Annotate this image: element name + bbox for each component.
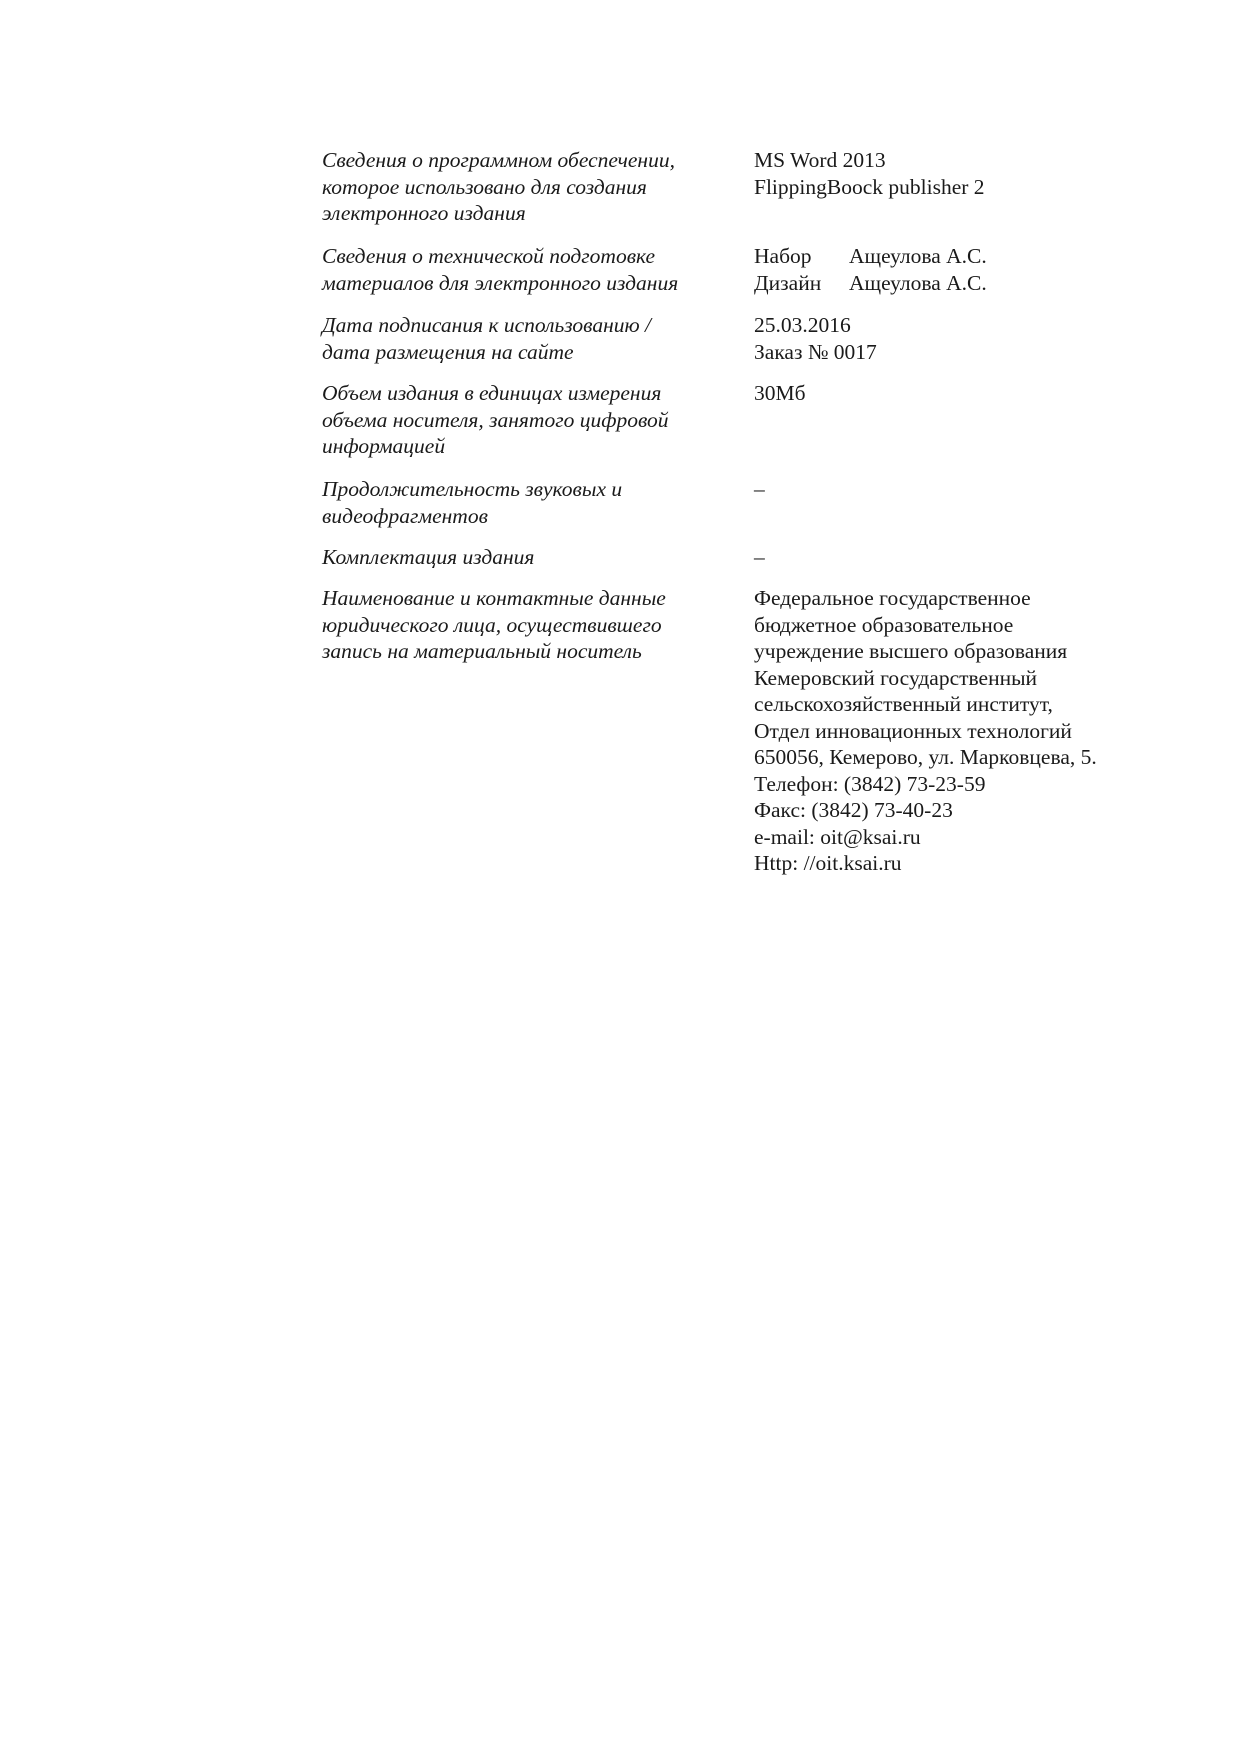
- label-line: Дата подписания к использованию /: [322, 313, 652, 337]
- credit-role: Набор: [754, 244, 812, 268]
- email-link[interactable]: e-mail: oit@ksai.ru: [754, 824, 921, 849]
- label-line: юридического лица, осуществившего: [322, 612, 662, 637]
- credit-person: Ащеулова А.С.: [849, 244, 987, 268]
- imprint-row-completeness: [322, 544, 1142, 585]
- value-line: 30Мб: [754, 381, 806, 405]
- label-line: Объем издания в единицах измерения: [322, 381, 662, 405]
- website-link[interactable]: Http: //oit.ksai.ru: [754, 851, 902, 875]
- row-value: [754, 243, 1142, 296]
- label-line: Сведения о технической подготовке: [322, 244, 656, 268]
- phone-line: Телефон: (3842) 73-23-59: [754, 771, 986, 796]
- row-label: [322, 380, 754, 460]
- label-line: электронного издания: [322, 201, 526, 225]
- value-line: бюджетное образовательное: [754, 612, 1014, 637]
- label-line: Продолжительность звуковых и: [322, 477, 623, 501]
- label-line: которое использовано для создания: [322, 174, 647, 199]
- row-value: [754, 312, 1142, 365]
- credit-pair: [754, 270, 1142, 297]
- label-line: Сведения о программном обеспечении,: [322, 148, 675, 172]
- row-label: [322, 243, 754, 296]
- label-line: Комплектация издания: [322, 545, 535, 569]
- imprint-row-volume: [322, 380, 1142, 476]
- row-label: [322, 147, 754, 227]
- row-value: [754, 380, 1142, 407]
- credit-pair: [754, 243, 1142, 270]
- value-line: Федеральное государственное: [754, 586, 1031, 610]
- value-line: –: [754, 545, 765, 569]
- row-label: [322, 585, 754, 665]
- value-line: Заказ № 0017: [754, 339, 877, 364]
- value-line: Кемеровский государственный: [754, 665, 1038, 690]
- value-line: 25.03.2016: [754, 313, 851, 337]
- value-line: FlippingBoock publisher 2: [754, 174, 985, 199]
- imprint-row-software: [322, 147, 1142, 243]
- value-line: учреждение высшего образования: [754, 639, 1068, 663]
- imprint-table: [322, 147, 1142, 885]
- credit-role: Дизайн: [754, 270, 822, 295]
- row-value: [754, 476, 1142, 503]
- row-label: [322, 476, 754, 529]
- fax-line: Факс: (3842) 73-40-23: [754, 798, 953, 822]
- row-value: [754, 585, 1142, 877]
- value-line: сельскохозяйственный институт,: [754, 692, 1053, 716]
- value-line: –: [754, 477, 765, 501]
- label-line: видеофрагментов: [322, 503, 488, 528]
- label-line: информацией: [322, 434, 446, 458]
- label-line: Наименование и контактные данные: [322, 586, 666, 610]
- row-label: [322, 312, 754, 365]
- value-line: 650056, Кемерово, ул. Марковцева, 5.: [754, 745, 1097, 769]
- credit-person: Ащеулова А.С.: [849, 270, 987, 295]
- row-value: [754, 147, 1142, 200]
- imprint-row-technical-preparation: [322, 243, 1142, 312]
- row-label: [322, 544, 754, 571]
- row-value: [754, 544, 1142, 571]
- value-line: MS Word 2013: [754, 148, 886, 172]
- label-line: объема носителя, занятого цифровой: [322, 407, 669, 432]
- imprint-row-duration: [322, 476, 1142, 544]
- imprint-row-publisher-contacts: [322, 585, 1142, 885]
- imprint-row-signing-date: [322, 312, 1142, 380]
- value-line: Отдел инновационных технологий: [754, 718, 1072, 743]
- label-line: материалов для электронного издания: [322, 270, 679, 295]
- label-line: дата размещения на сайте: [322, 339, 574, 364]
- label-line: запись на материальный носитель: [322, 639, 642, 663]
